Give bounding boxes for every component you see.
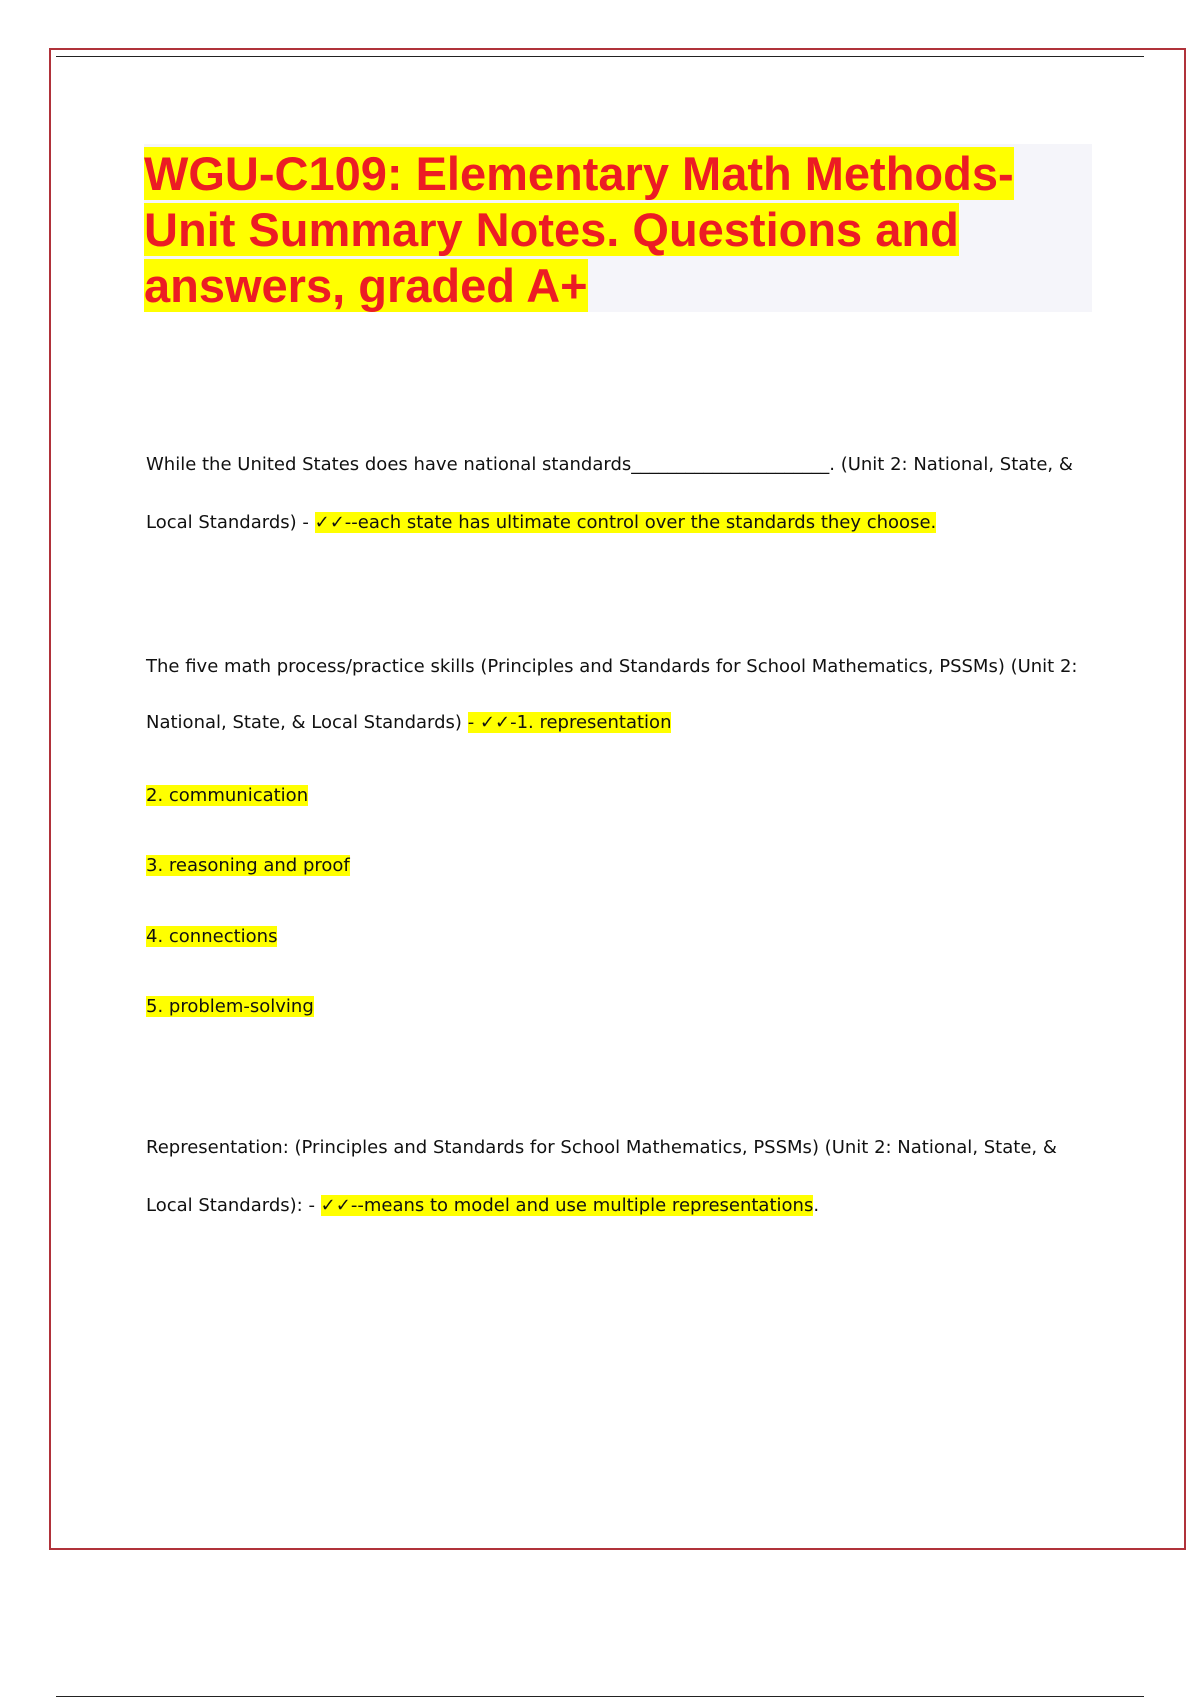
header-rule (56, 56, 1144, 57)
title-line-2: Unit Summary Notes. Questions and (144, 203, 959, 256)
question-3-text-line-1: Representation: (Principles and Standards for School Mathematics, PSSMs) (Unit 2: National, State, & (146, 1137, 1057, 1158)
answer-dash: - (467, 712, 480, 733)
question-3-answer-text: --means to model and use multiple representations (350, 1195, 814, 1216)
question-1-answer (315, 512, 937, 533)
answer-item-2: 2. communication (146, 785, 309, 806)
checkmark-icon: ✓✓ (320, 1195, 351, 1216)
question-1-answer-text: --each state has ultimate control over the standards they choose. (344, 512, 937, 533)
question-2-answer-first (468, 712, 672, 733)
question-1-text-line-1: While the United States does have national standards______________________. (Unit 2: National, State, & (146, 454, 1073, 475)
question-3-text-tail: Local Standards): - (146, 1195, 321, 1216)
question-1-text-tail: Local Standards) - (146, 512, 315, 533)
answer-item (146, 994, 314, 1020)
question-2-text-tail: National, State, & Local Standards) (146, 712, 468, 733)
question-3-period: . (813, 1195, 820, 1216)
checkmark-icon: ✓✓ (479, 712, 511, 733)
answer-item (146, 783, 308, 809)
answer-item-1: -1. representation (510, 712, 672, 733)
question-2-text-line-2 (146, 710, 671, 736)
question-1-text-line-2 (146, 510, 936, 536)
document-title (144, 146, 1094, 314)
answer-item (146, 853, 350, 879)
question-3-text-line-2 (146, 1193, 819, 1219)
checkmark-icon: ✓✓ (314, 512, 345, 533)
answer-item (146, 924, 277, 950)
question-2-text-line-1: The five math process/practice skills (Principles and Standards for School Mathematics, PSSMs) (Unit 2: (146, 656, 1078, 677)
title-line-3: answers, graded A+ (144, 259, 588, 312)
question-3-answer (321, 1195, 814, 1216)
answer-item-3: 3. reasoning and proof (146, 855, 350, 876)
answer-item-4: 4. connections (146, 926, 278, 947)
title-line-1: WGU-C109: Elementary Math Methods- (144, 147, 1014, 200)
answer-item-5: 5. problem-solving (146, 996, 314, 1017)
footer-rule (56, 1696, 1144, 1697)
